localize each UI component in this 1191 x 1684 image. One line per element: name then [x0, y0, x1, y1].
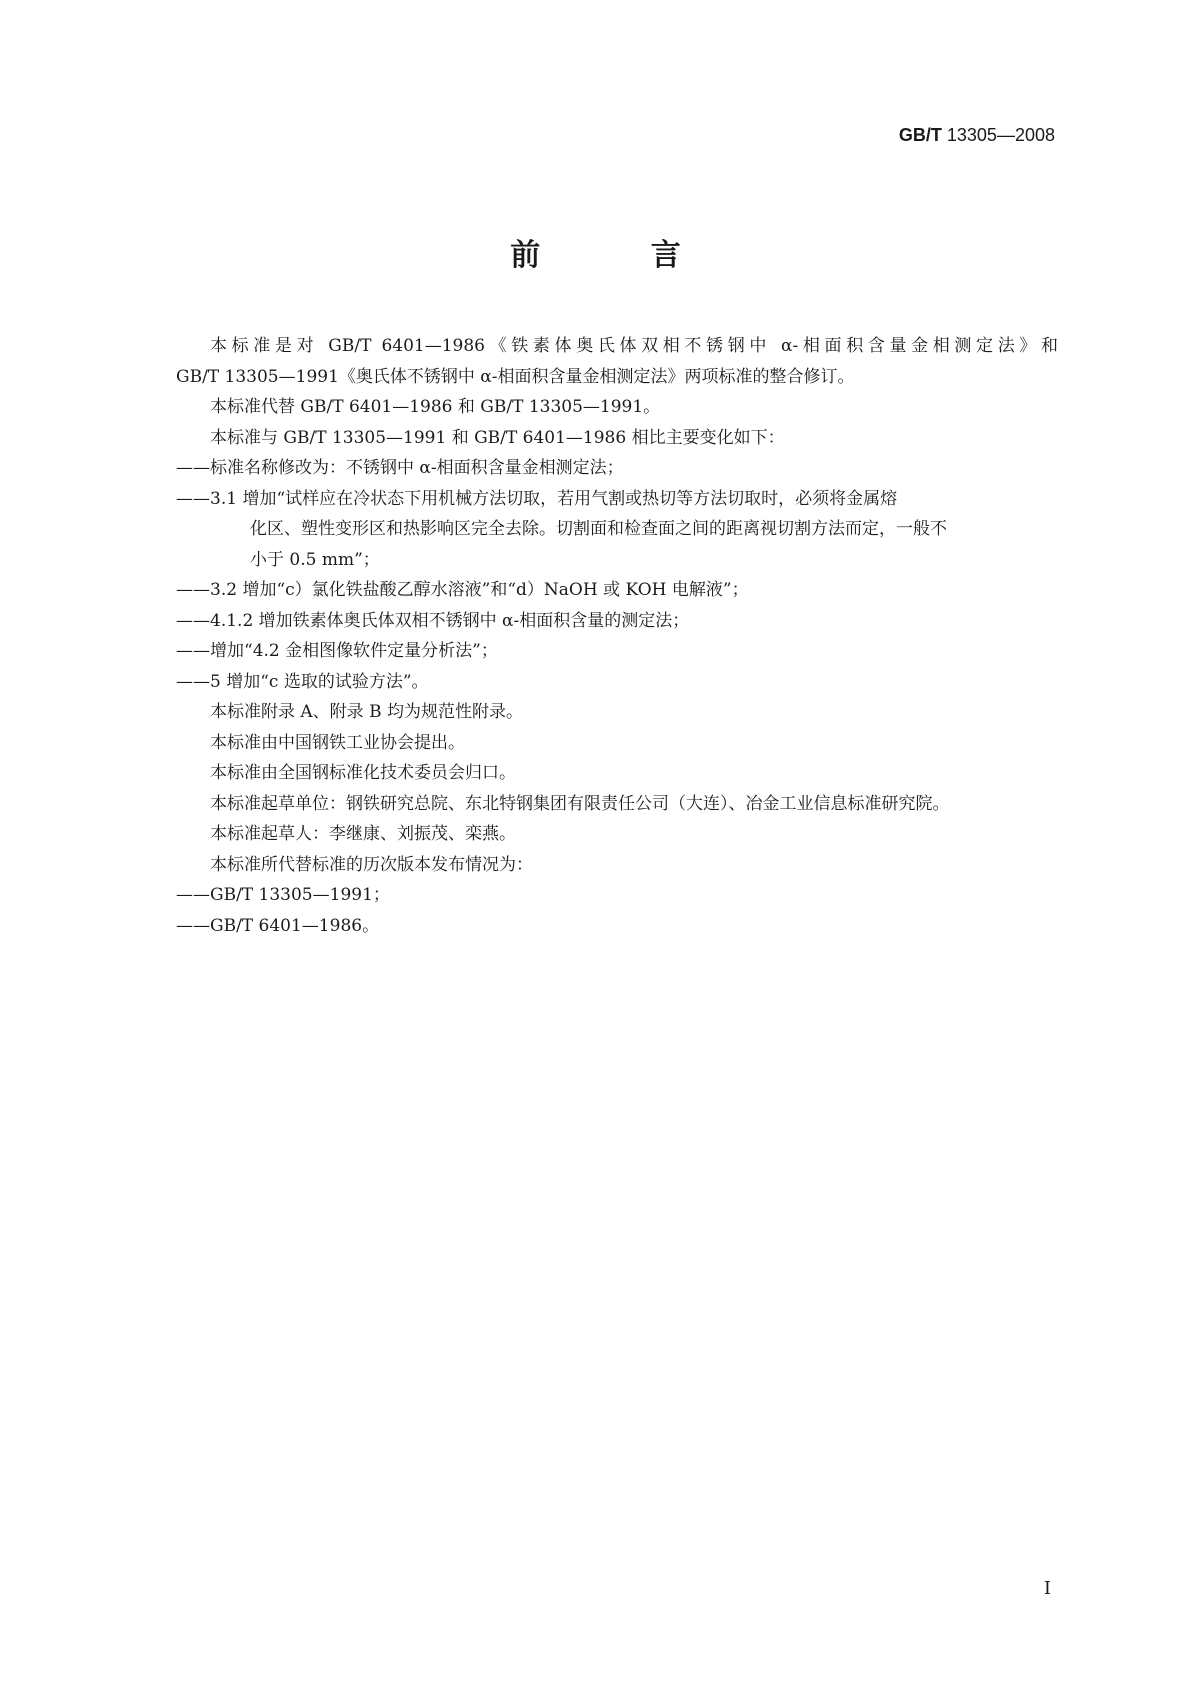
change-item-text: 5 增加“c 选取的试验方法”。 — [210, 671, 429, 692]
dash-marker: —— — [176, 671, 210, 692]
dash-marker: —— — [176, 580, 210, 600]
foreword-body — [176, 331, 1058, 941]
change-item-3 — [176, 575, 1058, 606]
change-item-text: 3.1 增加“试样应在冷状态下用机械方法切取，若用气割或热切等方法切取时，必须将金属熔 — [210, 488, 898, 509]
dash-marker: —— — [176, 488, 210, 509]
dash-marker: —— — [176, 458, 210, 478]
dash-marker: —— — [176, 610, 210, 631]
paragraph-revision-line2: GB/T 13305—1991《奥氏体不锈钢中 α-相面积含量金相测定法》两项标准的整合修订。 — [176, 366, 855, 387]
paragraph-changes-intro: 本标准与 GB/T 13305—1991 和 GB/T 6401—1986 相比主要变化如下： — [210, 427, 785, 448]
standard-number-header — [899, 125, 1055, 146]
dash-marker: —— — [176, 915, 210, 936]
paragraph-appendix: 本标准附录 A、附录 B 均为规范性附录。 — [210, 702, 523, 722]
history-item-2 — [176, 911, 1058, 942]
change-item-5 — [176, 636, 1058, 667]
change-item-text: 3.2 增加“c）氯化铁盐酸乙醇水溶液”和“d）NaOH 或 KOH 电解液”； — [210, 580, 749, 600]
page-title: 前 言 — [510, 238, 731, 273]
paragraph-centralized-by: 本标准由全国钢标准化技术委员会归口。 — [210, 763, 516, 783]
standard-number: 13305—2008 — [946, 125, 1055, 145]
change-item-text: 化区、塑性变形区和热影响区完全去除。切割面和检查面之间的距离视切割方法而定，一般不 — [250, 519, 947, 539]
paragraph-revision-line1: 本标准是对 GB/T 6401—1986《铁素体奥氏体双相不锈钢中 α-相面积含量金相测定法》和 — [210, 336, 1058, 356]
history-item-text: GB/T 13305—1991； — [210, 885, 390, 905]
history-item-text: GB/T 6401—1986。 — [210, 915, 380, 936]
dash-marker: —— — [176, 885, 210, 905]
paragraph-history-intro: 本标准所代替标准的历次版本发布情况为： — [210, 854, 533, 875]
change-item-6 — [176, 667, 1058, 698]
change-item-4 — [176, 606, 1058, 637]
change-item-2 — [176, 484, 1058, 576]
page-number: I — [1043, 1578, 1051, 1599]
change-item-text: 4.1.2 增加铁素体奥氏体双相不锈钢中 α-相面积含量的测定法； — [210, 610, 690, 631]
paragraph-drafting-units: 本标准起草单位：钢铁研究总院、东北特钢集团有限责任公司（大连）、冶金工业信息标准研究院。 — [210, 793, 950, 814]
standard-prefix: GB/T — [898, 125, 942, 145]
change-item-text: 小于 0.5 mm”； — [250, 549, 380, 570]
dash-marker: —— — [176, 641, 210, 661]
change-item-text: 增加“4.2 金相图像软件定量分析法”； — [210, 641, 498, 661]
change-item-1 — [176, 453, 1058, 484]
change-item-continuation — [210, 514, 1058, 575]
paragraph-drafters: 本标准起草人：李继康、刘振茂、栾燕。 — [210, 824, 516, 844]
history-item-1 — [176, 880, 1058, 911]
paragraph-proposed-by: 本标准由中国钢铁工业协会提出。 — [210, 732, 465, 753]
paragraph-replaces: 本标准代替 GB/T 6401—1986 和 GB/T 13305—1991。 — [210, 397, 661, 417]
change-item-text: 标准名称修改为：不锈钢中 α-相面积含量金相测定法； — [210, 458, 624, 478]
